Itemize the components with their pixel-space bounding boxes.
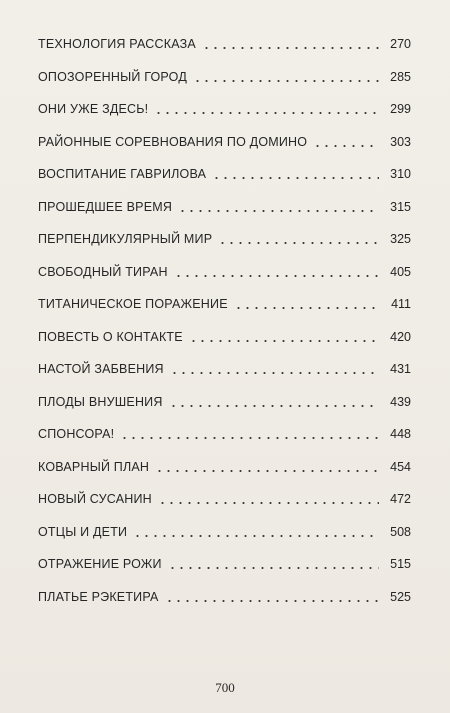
dot-leader [178,210,379,212]
dot-leader [313,145,379,147]
toc-entry-page-number: 525 [390,589,411,604]
dot-leader [218,242,379,244]
toc-entry-page-number: 508 [390,524,411,539]
toc-entry-title: ПРОШЕДШЕЕ ВРЕМЯ [38,199,173,214]
toc-entry-page-number: 420 [390,329,411,344]
dot-leader [170,372,379,374]
toc-entry-page-number: 303 [390,134,411,149]
toc-entry-page-number: 454 [390,459,411,474]
dot-leader [165,600,379,602]
toc-entry [38,581,411,614]
dot-leader [202,47,379,49]
toc-entry-title: ТИТАНИЧЕСКОЕ ПОРАЖЕНИЕ [38,297,228,312]
toc-entry [38,548,411,581]
dot-leader [154,112,379,114]
dot-leader [133,535,379,537]
toc-entry-title: ПОВЕСТЬ О КОНТАКТЕ [38,329,183,344]
dot-leader [234,307,379,309]
toc-entry [38,256,411,289]
toc-entry-title: СВОБОДНЫЙ ТИРАН [38,264,168,279]
toc-entry-page-number: 325 [390,232,411,247]
toc-entry [38,483,411,516]
toc-entry-title: КОВАРНЫЙ ПЛАН [38,459,150,474]
toc-entry-title: СПОНСОРА! [38,427,115,442]
toc-entry-title: ОТРАЖЕНИЕ РОЖИ [38,557,162,572]
toc-entry [38,321,411,354]
toc-entry [38,61,411,94]
toc-entry [38,223,411,256]
toc-entry-title: ПЛАТЬЕ РЭКЕТИРА [38,589,159,604]
toc-entry-page-number: 315 [390,199,411,214]
toc-entry [38,28,411,61]
toc-entry [38,158,411,191]
dot-leader [189,340,379,342]
toc-entry-title: ПЕРПЕНДИКУЛЯРНЫЙ МИР [38,232,213,247]
toc-entry-page-number: 411 [391,297,411,312]
toc-entry [38,288,411,321]
toc-entry [38,126,411,159]
dot-leader [168,567,379,569]
toc-entry-title: НОВЫЙ СУСАНИН [38,492,152,507]
toc-entry-page-number: 405 [390,264,411,279]
toc-entry [38,191,411,224]
toc-entry [38,418,411,451]
toc-entry-title: НАСТОЙ ЗАБВЕНИЯ [38,362,164,377]
toc-entry-page-number: 448 [390,427,411,442]
page-number: 700 [215,680,235,695]
toc-entry-title: ПЛОДЫ ВНУШЕНИЯ [38,394,163,409]
dot-leader [120,437,379,439]
toc-entry [38,353,411,386]
toc-entry [38,386,411,419]
toc-entry-title: ОПОЗОРЕННЫЙ ГОРОД [38,69,187,84]
toc-entry-page-number: 431 [390,362,411,377]
toc-entry-page-number: 515 [390,557,411,572]
toc-entry-title: РАЙОННЫЕ СОРЕВНОВАНИЯ ПО ДОМИНО [38,134,308,149]
toc-entry-title: ОНИ УЖЕ ЗДЕСЬ! [38,102,149,117]
toc-entry-page-number: 299 [390,102,411,117]
toc-entry [38,93,411,126]
toc-entry-page-number: 439 [390,394,411,409]
toc-entry-title: ТЕХНОЛОГИЯ РАССКАЗА [38,37,196,52]
dot-leader [174,275,379,277]
toc-entry [38,516,411,549]
dot-leader [193,80,379,82]
table-of-contents [38,28,411,613]
toc-entry-title: ВОСПИТАНИЕ ГАВРИЛОВА [38,167,207,182]
dot-leader [169,405,379,407]
toc-entry [38,451,411,484]
toc-entry-page-number: 472 [390,492,411,507]
dot-leader [212,177,379,179]
dot-leader [158,502,379,504]
toc-entry-page-number: 270 [390,37,411,52]
toc-entry-page-number: 285 [390,69,411,84]
toc-entry-title: ОТЦЫ И ДЕТИ [38,524,128,539]
dot-leader [155,470,379,472]
toc-entry-page-number: 310 [390,167,411,182]
